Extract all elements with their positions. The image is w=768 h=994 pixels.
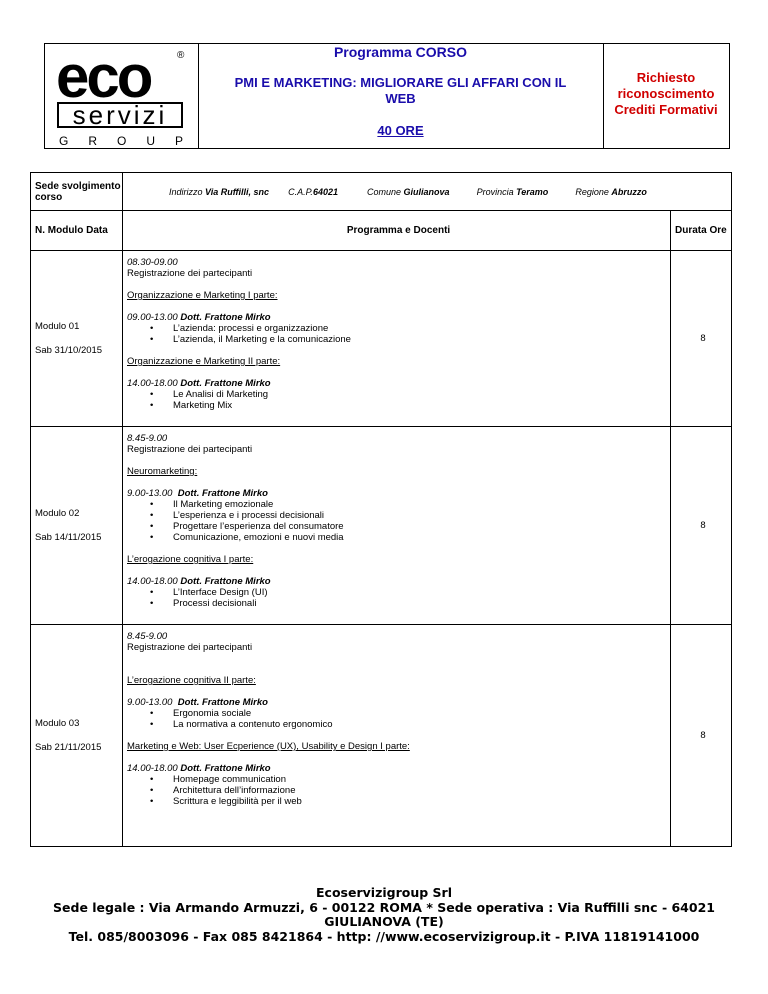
teacher: Dott. Frattone Mirko (180, 576, 271, 587)
module-cell (31, 427, 123, 625)
module-name: Modulo 01 (35, 320, 80, 332)
registration-text: Registrazione dei partecipanti (127, 444, 253, 455)
module-program (123, 427, 671, 625)
logo (45, 44, 199, 148)
session-time: 14.00-18.00 (127, 378, 178, 389)
session-title: Marketing e Web: User Ecperience (UX), Usability e Design I parte: (127, 741, 410, 752)
module-name: Modulo 03 (35, 717, 80, 729)
address-value: Via Ruffilli, snc (205, 186, 270, 197)
module-row (31, 427, 732, 625)
topic-item: • Scrittura e leggibilità per il web (173, 796, 670, 807)
topic-list (127, 323, 670, 345)
program-table (30, 172, 732, 847)
topic-list (127, 587, 670, 609)
topic-item: • Architettura dell’informazione (173, 785, 670, 796)
session-time: 9.00-13.00 (127, 488, 173, 499)
regione-value: Abruzzo (611, 186, 647, 197)
logo-group (59, 134, 183, 148)
course-name: PMI E MARKETING: MIGLIORARE GLI AFFARI CON IL WEB (234, 75, 567, 106)
location-row (31, 173, 732, 211)
module-cell (31, 251, 123, 427)
module-row (31, 251, 732, 427)
module-program (123, 625, 671, 847)
module-cell (31, 625, 123, 847)
session-time: 09.00-13.00 (127, 312, 178, 323)
module-name: Modulo 02 (35, 507, 80, 519)
topic-list (127, 389, 670, 411)
module-program (123, 251, 671, 427)
footer-city: GIULIANOVA (TE) (324, 914, 444, 929)
regione-label: Regione (575, 186, 609, 197)
cap-value: 64021 (312, 186, 338, 197)
registration-text: Registrazione dei partecipanti (127, 642, 253, 653)
topic-item: • Comunicazione, emozioni e nuovi media (173, 532, 670, 543)
registration-time: 8.45-9.00 (127, 433, 168, 444)
teacher: Dott. Frattone Mirko (177, 697, 268, 708)
topic-list (127, 708, 670, 730)
provincia-label: Provincia (476, 186, 514, 197)
topic-list (127, 499, 670, 543)
topic-item: • Ergonomia sociale (173, 708, 670, 719)
session-time: 14.00-18.00 (127, 576, 178, 587)
teacher: Dott. Frattone Mirko (180, 312, 271, 323)
topic-item: • L’azienda: processi e organizzazione (173, 323, 670, 334)
logo-servizi: servizi (57, 102, 183, 128)
session-time: 9.00-13.00 (127, 697, 173, 708)
topic-item: • Le Analisi di Marketing (173, 389, 670, 400)
module-row (31, 625, 732, 847)
logo-group-letter: P (174, 134, 183, 148)
session-title: Organizzazione e Marketing II parte: (127, 356, 281, 367)
registration-time: 08.30-09.00 (127, 257, 178, 268)
title-cell (198, 44, 604, 148)
topic-item: • Marketing Mix (173, 400, 670, 411)
footer-company: Ecoservizigroup Srl (316, 885, 452, 900)
session-time: 14.00-18.00 (127, 763, 178, 774)
credits-line: Crediti Formativi (614, 102, 718, 117)
page-title: Programma CORSO (333, 44, 468, 60)
session-title: Neuromarketing: (127, 466, 198, 477)
address-label: Indirizzo (169, 186, 203, 197)
module-duration: 8 (671, 251, 732, 427)
topic-item: • L’azienda, il Marketing e la comunicazione (173, 334, 670, 345)
topic-item: • L’esperienza e i processi decisionali (173, 510, 670, 521)
footer-addresses: Sede legale : Via Armando Armuzzi, 6 - 00122 ROMA * Sede operativa : Via Ruffilli snc - 64021 (53, 900, 715, 915)
teacher: Dott. Frattone Mirko (180, 763, 271, 774)
course-hours: 40 ORE (377, 123, 424, 138)
cap-label: C.A.P. (288, 186, 313, 197)
footer-contacts: Tel. 085/8003096 - Fax 085 8421864 - http: //www.ecoservizigroup.it - P.IVA 11819141000 (68, 929, 700, 944)
session-title: Organizzazione e Marketing I parte: (127, 290, 278, 301)
credits-line: Richiesto (636, 70, 696, 85)
location-details (123, 173, 732, 211)
module-column-header: N. Modulo Data (31, 211, 123, 251)
logo-group-letter: G (59, 134, 69, 148)
registration-text: Registrazione dei partecipanti (127, 268, 253, 279)
comune-value: Giulianova (403, 186, 450, 197)
logo-group-letter: U (146, 134, 155, 148)
registration-time: 8.45-9.00 (127, 631, 168, 642)
logo-registered-mark: ® (177, 50, 185, 61)
topic-item: • Homepage communication (173, 774, 670, 785)
location-label: Sede svolgimento corso (31, 173, 123, 211)
topic-list (127, 774, 670, 807)
provincia-value: Teramo (516, 186, 549, 197)
topic-item: • Processi decisionali (173, 598, 670, 609)
duration-column-header: Durata Ore (671, 211, 732, 251)
module-date: Sab 31/10/2015 (35, 344, 103, 356)
teacher: Dott. Frattone Mirko (177, 488, 268, 499)
topic-item: • L’Interface Design (UI) (173, 587, 670, 598)
topic-item: • La normativa a contenuto ergonomico (173, 719, 670, 730)
module-date: Sab 14/11/2015 (35, 531, 102, 543)
course-header (44, 43, 730, 149)
program-column-header: Programma e Docenti (123, 211, 671, 251)
topic-item: • Il Marketing emozionale (173, 499, 670, 510)
comune-label: Comune (367, 186, 402, 197)
credits-notice (603, 44, 729, 148)
module-duration: 8 (671, 427, 732, 625)
teacher: Dott. Frattone Mirko (180, 378, 271, 389)
topic-item: • Progettare l’esperienza del consumatore (173, 521, 670, 532)
logo-group-letter: R (88, 134, 97, 148)
credits-line: riconoscimento (617, 86, 715, 101)
logo-eco: eco (56, 43, 151, 110)
logo-group-letter: O (116, 134, 127, 148)
module-duration: 8 (671, 625, 732, 847)
column-header-row (31, 211, 732, 251)
module-date: Sab 21/11/2015 (35, 741, 102, 753)
session-title: L’erogazione cognitiva II parte: (127, 675, 256, 686)
session-title: L’erogazione cognitiva I parte: (127, 554, 254, 565)
